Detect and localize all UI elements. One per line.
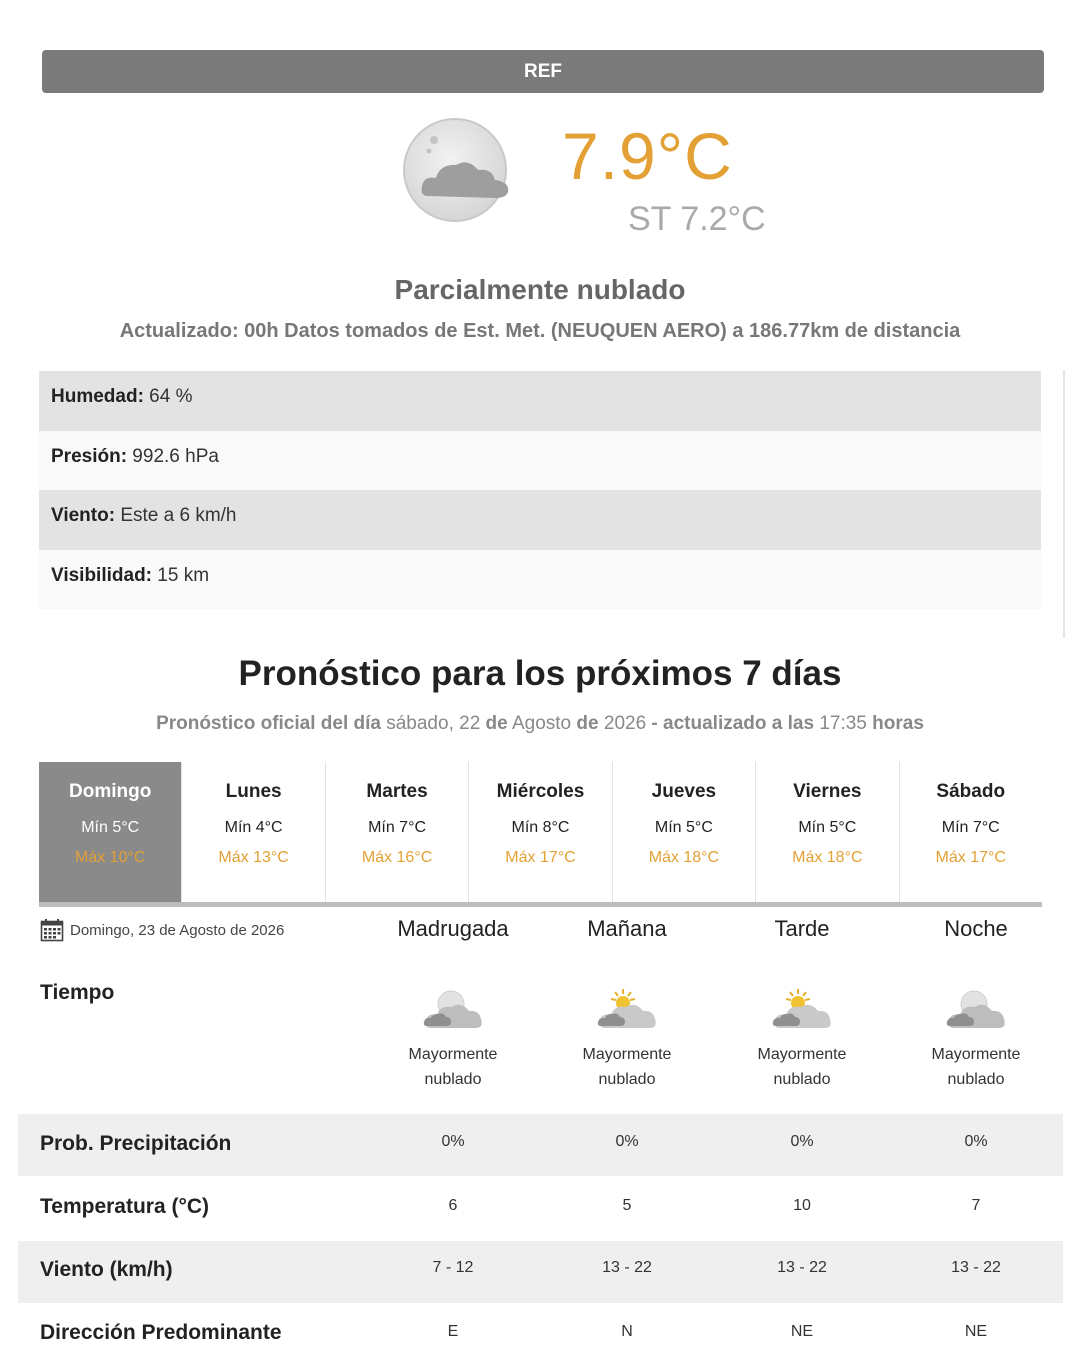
weather-desc: Mayormente nublado xyxy=(408,1046,498,1088)
wind-value: 13 - 22 xyxy=(951,1259,1001,1276)
cloudy-night-icon xyxy=(421,986,485,1036)
tab-day-jueves[interactable]: Jueves Mín 5°C Máx 18°C xyxy=(613,762,756,902)
tab-day-martes[interactable]: Martes Mín 7°C Máx 16°C xyxy=(326,762,469,902)
wind-value: 13 - 22 xyxy=(602,1259,652,1276)
wind-value: 13 - 22 xyxy=(777,1259,827,1276)
current-condition: Parcialmente nublado xyxy=(394,274,686,305)
feels-like-temperature: ST 7.2°C xyxy=(628,200,766,238)
tab-day-lunes[interactable]: Lunes Mín 4°C Máx 13°C xyxy=(182,762,325,902)
period-noche: Noche xyxy=(944,916,1008,941)
cloudy-sun-icon xyxy=(770,986,834,1036)
visibility-row: Visibilidad: 15 km xyxy=(39,550,1041,610)
temp-value: 6 xyxy=(448,1197,458,1214)
pressure-row: Presión: 992.6 hPa xyxy=(39,431,1041,491)
wind-row: Viento: Este a 6 km/h xyxy=(39,490,1041,550)
forecast-title: Pronóstico para los próximos 7 días xyxy=(238,654,842,693)
temp-value: 7 xyxy=(971,1197,981,1214)
direction-value: N xyxy=(621,1323,633,1340)
direction-value: NE xyxy=(964,1323,988,1340)
precip-value: 0% xyxy=(790,1133,814,1150)
calendar-icon xyxy=(40,918,64,942)
humidity-row: Humedad: 64 % xyxy=(39,371,1041,431)
details-table xyxy=(39,371,1041,609)
period-tarde: Tarde xyxy=(774,916,830,941)
current-temperature: 7.9°C xyxy=(562,119,733,193)
update-info: Actualizado: 00h Datos tomados de Est. Met. (NEUQUEN AERO) a 186.77km de distancia xyxy=(119,320,961,342)
direction-value: NE xyxy=(790,1323,814,1340)
cloudy-night-icon xyxy=(944,986,1008,1036)
tab-day-miercoles[interactable]: Miércoles Mín 8°C Máx 17°C xyxy=(469,762,612,902)
direction-value: E xyxy=(447,1323,459,1340)
day-tabs xyxy=(39,762,1042,907)
tab-day-viernes[interactable]: Viernes Mín 5°C Máx 18°C xyxy=(756,762,899,902)
wind-label: Viento (km/h) xyxy=(40,1258,173,1281)
weather-desc: Mayormente nublado xyxy=(757,1046,847,1088)
temp-value: 10 xyxy=(793,1197,811,1214)
tab-day-domingo[interactable]: Domingo Mín 5°C Máx 10°C xyxy=(39,762,182,902)
weather-label: Tiempo xyxy=(40,981,115,1004)
precip-label: Prob. Precipitación xyxy=(40,1132,232,1155)
direction-label: Dirección Predominante xyxy=(40,1321,282,1344)
wind-value: 7 - 12 xyxy=(432,1259,474,1276)
weather-desc: Mayormente nublado xyxy=(931,1046,1021,1088)
cloudy-sun-icon xyxy=(595,986,659,1036)
scrollbar[interactable] xyxy=(1063,370,1065,638)
forecast-subtitle: Pronóstico oficial del día sábado, 22 de Agosto de 2026 - actualizado a las 17:35 horas xyxy=(156,713,924,734)
ref-button[interactable]: REF xyxy=(42,50,1044,93)
weather-desc: Mayormente nublado xyxy=(582,1046,672,1088)
precip-value: 0% xyxy=(964,1133,988,1150)
period-madrugada: Madrugada xyxy=(397,916,509,941)
partly-cloudy-night-icon xyxy=(400,118,512,224)
precip-value: 0% xyxy=(441,1133,465,1150)
temp-value: 5 xyxy=(622,1197,632,1214)
period-manana: Mañana xyxy=(587,916,667,941)
temp-label: Temperatura (°C) xyxy=(40,1195,210,1218)
tab-day-sabado[interactable]: Sábado Mín 7°C Máx 17°C xyxy=(935,781,1006,866)
selected-date: Domingo, 23 de Agosto de 2026 xyxy=(40,918,284,942)
precip-value: 0% xyxy=(615,1133,639,1150)
